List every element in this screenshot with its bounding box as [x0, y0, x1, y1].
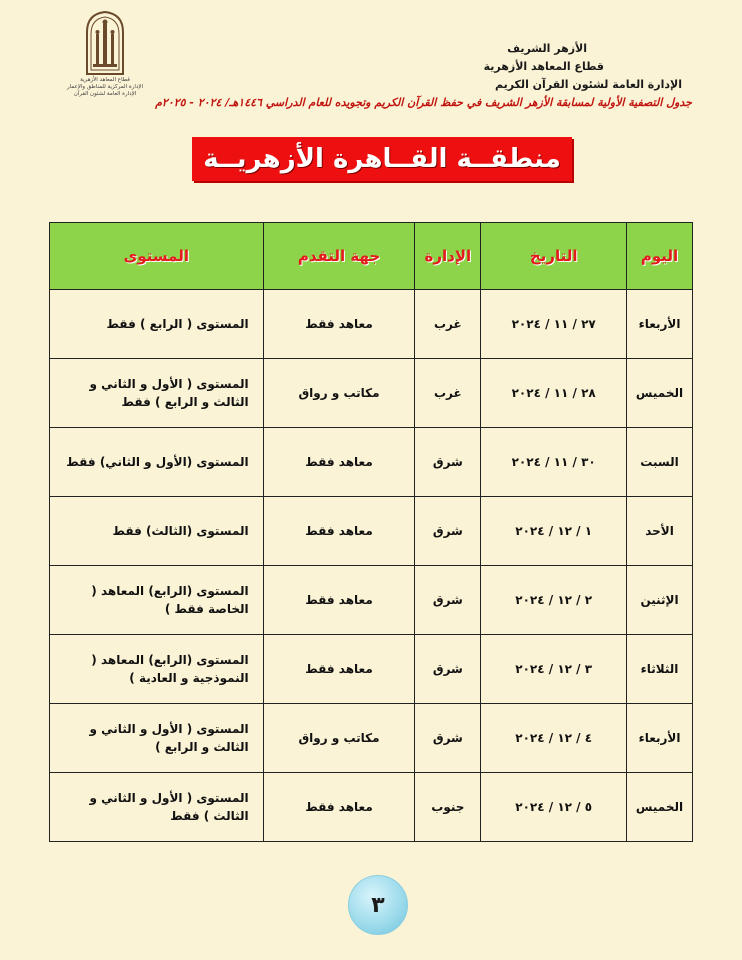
table-header-row [50, 223, 693, 290]
page-number-badge: ٣ [348, 875, 408, 935]
cell-level: المستوى (الرابع) المعاهد ( الخاصة فقط ) [50, 566, 264, 635]
header-entity: جهة التقدم [263, 223, 415, 290]
cell-entity: معاهد فقط [263, 290, 415, 359]
cell-admin: شرق [415, 704, 481, 773]
cell-level: المستوى (الثالث) فقط [50, 497, 264, 566]
cell-day: الخميس [627, 359, 693, 428]
cell-date: ٥ / ١٢ / ٢٠٢٤ [481, 773, 627, 842]
cell-level: المستوى ( الأول و الثاني و الثالث و الرابع ) فقط [50, 359, 264, 428]
table-row [50, 359, 693, 428]
cell-level: المستوى (الأول و الثاني) فقط [50, 428, 264, 497]
table-row [50, 635, 693, 704]
cell-admin: شرق [415, 428, 481, 497]
cell-day: الثلاثاء [627, 635, 693, 704]
cell-level: المستوى ( الأول و الثاني و الثالث و الرابع ) [50, 704, 264, 773]
logo-caption-line: الإدارة المركزية للمناطق والإعمار [66, 84, 144, 90]
cell-admin: غرب [415, 290, 481, 359]
logo-caption-line: قطاع المعاهد الأزهرية [80, 77, 130, 83]
cell-admin: شرق [415, 566, 481, 635]
cell-day: الأربعاء [627, 290, 693, 359]
cell-date: ٢ / ١٢ / ٢٠٢٤ [481, 566, 627, 635]
cell-day: الأحد [627, 497, 693, 566]
cell-entity: معاهد فقط [263, 566, 415, 635]
header-line-azhar: الأزهر الشريف [507, 42, 587, 55]
cell-admin: جنوب [415, 773, 481, 842]
header-date: التاريخ [481, 223, 627, 290]
cell-level: المستوى ( الرابع ) فقط [50, 290, 264, 359]
cell-entity: معاهد فقط [263, 773, 415, 842]
cell-level: المستوى ( الأول و الثاني و الثالث ) فقط [50, 773, 264, 842]
cell-date: ٢٧ / ١١ / ٢٠٢٤ [481, 290, 627, 359]
logo-caption-line: الإدارة العامة لشئون القرآن [73, 91, 137, 97]
header-line-schedule-title: جدول التصفية الأولية لمسابقة الأزهر الشريف في حفظ القرآن الكريم وتجويده للعام الدراسي ١٤٤٦هـ/ ٢٠٢٤ - ٢٠٢٥م [155, 96, 692, 109]
cell-entity: مكاتب و رواق [263, 704, 415, 773]
cell-date: ٣ / ١٢ / ٢٠٢٤ [481, 635, 627, 704]
table-row [50, 497, 693, 566]
cell-entity: معاهد فقط [263, 497, 415, 566]
cell-admin: شرق [415, 635, 481, 704]
header-level: المستوى [50, 223, 264, 290]
cell-date: ٤ / ١٢ / ٢٠٢٤ [481, 704, 627, 773]
azhar-emblem-icon [83, 10, 127, 76]
cell-date: ٢٨ / ١١ / ٢٠٢٤ [481, 359, 627, 428]
table-row [50, 773, 693, 842]
cell-day: الخميس [627, 773, 693, 842]
header-line-sector: قطاع المعاهد الأزهرية [483, 60, 604, 73]
cell-admin: شرق [415, 497, 481, 566]
cell-date: ٣٠ / ١١ / ٢٠٢٤ [481, 428, 627, 497]
table-row [50, 290, 693, 359]
cell-day: الأربعاء [627, 704, 693, 773]
cell-date: ١ / ١٢ / ٢٠٢٤ [481, 497, 627, 566]
table-row [50, 704, 693, 773]
region-banner: منطقــة القــاهرة الأزهريــة [192, 137, 572, 181]
header-day: اليوم [627, 223, 693, 290]
cell-admin: غرب [415, 359, 481, 428]
cell-level: المستوى (الرابع) المعاهد ( النموذجية و العادية ) [50, 635, 264, 704]
cell-entity: معاهد فقط [263, 428, 415, 497]
table-row [50, 428, 693, 497]
header-line-department: الإدارة العامة لشئون القرآن الكريم [494, 78, 682, 91]
cell-day: الإثنين [627, 566, 693, 635]
schedule-table [49, 222, 693, 842]
table-row [50, 566, 693, 635]
header-admin: الإدارة [415, 223, 481, 290]
cell-day: السبت [627, 428, 693, 497]
cell-entity: معاهد فقط [263, 635, 415, 704]
cell-entity: مكاتب و رواق [263, 359, 415, 428]
document-header [122, 40, 692, 111]
